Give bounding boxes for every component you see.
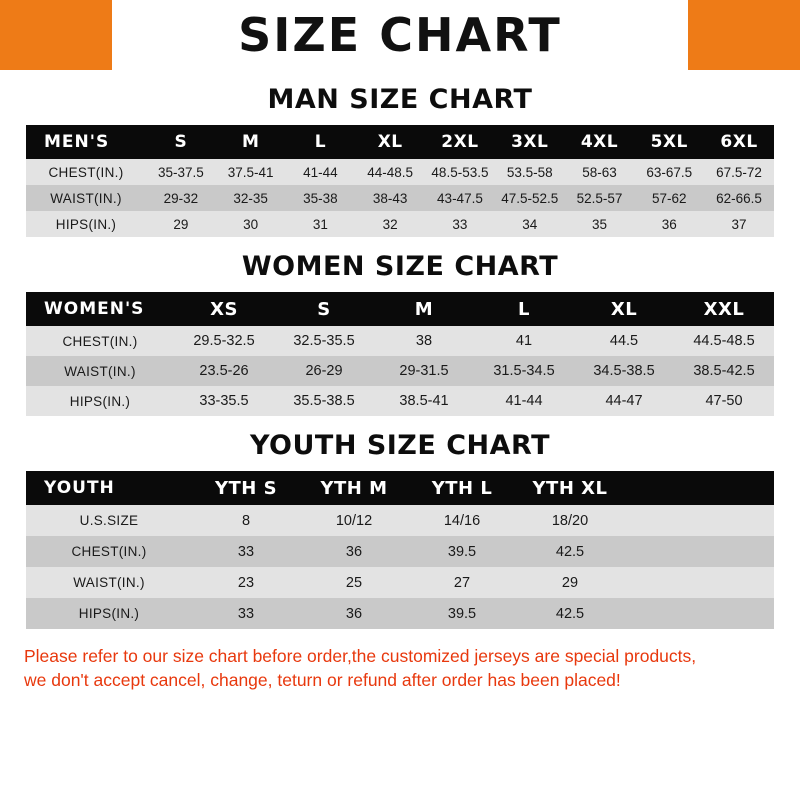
youth-size-xl: YTH XL (532, 477, 608, 499)
youth-row-spacer (624, 598, 774, 629)
men-hips-l: 31 (312, 216, 328, 232)
women-size-s: S (317, 298, 331, 320)
men-hips-4xl: 35 (591, 216, 607, 232)
men-chest-m: 37.5-41 (227, 164, 274, 180)
men-hips-6xl: 37 (731, 216, 747, 232)
chart-content (0, 70, 800, 692)
men-waist-4xl: 52.5-57 (576, 190, 623, 206)
men-size-5xl: 5XL (650, 132, 688, 152)
header-band-right (688, 0, 800, 70)
men-hips-2xl: 33 (452, 216, 468, 232)
section-youth (0, 430, 800, 629)
table-row (26, 326, 774, 356)
women-size-table (26, 292, 774, 416)
men-hips-3xl: 34 (522, 216, 538, 232)
youth-size-table (26, 471, 774, 629)
men-chest-4xl: 58-63 (582, 164, 617, 180)
table-row (26, 159, 774, 185)
women-size-xxl: XXL (703, 298, 745, 320)
women-hips-xs: 33-35.5 (199, 393, 249, 409)
table-row (26, 211, 774, 237)
women-chest-xl: 44.5 (609, 333, 639, 349)
youth-header-label: YOUTH (44, 478, 115, 498)
women-waist-m: 29-31.5 (399, 363, 449, 379)
men-hips-s: 29 (173, 216, 189, 232)
men-hips-xl: 32 (382, 216, 398, 232)
youth-hips-s: 33 (237, 605, 255, 622)
men-hips-5xl: 36 (661, 216, 677, 232)
table-row (26, 185, 774, 211)
youth-row-spacer (624, 505, 774, 536)
women-chest-l: 41 (515, 333, 533, 349)
women-hips-l: 41-44 (505, 393, 543, 409)
women-chest-m: 38 (415, 333, 433, 349)
table-row (26, 536, 774, 567)
women-chest-s: 32.5-35.5 (293, 333, 355, 349)
men-waist-xl: 38-43 (372, 190, 408, 206)
men-size-6xl: 6XL (720, 132, 758, 152)
youth-waist-s: 23 (237, 574, 255, 591)
table-row (26, 356, 774, 386)
women-waist-label: WAIST(IN.) (64, 363, 136, 379)
youth-waist-m: 25 (345, 574, 363, 591)
men-chest-6xl: 67.5-72 (716, 164, 762, 180)
header-band-left (0, 0, 112, 70)
footer-note-line-1: Please refer to our size chart before order,the customized jerseys are special products, (24, 646, 697, 666)
men-chest-label: CHEST(IN.) (48, 164, 124, 180)
women-hips-xl: 44-47 (605, 393, 643, 409)
table-header-row (26, 292, 774, 326)
youth-hips-xl: 42.5 (555, 605, 585, 622)
men-waist-label: WAIST(IN.) (50, 190, 122, 206)
men-chest-5xl: 63-67.5 (646, 164, 693, 180)
men-header-label: MEN'S (44, 132, 110, 152)
section-title-women: WOMEN SIZE CHART (241, 251, 559, 282)
section-title-men: MAN SIZE CHART (267, 84, 533, 115)
youth-size-l: YTH L (431, 477, 493, 499)
women-waist-xs: 23.5-26 (199, 363, 249, 379)
section-women (0, 251, 800, 416)
men-chest-s: 35-37.5 (157, 164, 204, 180)
men-waist-l: 35-38 (303, 190, 338, 206)
page-title: SIZE CHART (238, 8, 562, 62)
section-title-youth: YOUTH SIZE CHART (249, 430, 551, 461)
men-hips-label: HIPS(IN.) (55, 216, 117, 232)
youth-chest-l: 39.5 (447, 543, 477, 560)
youth-ussize-s: 8 (241, 512, 251, 529)
women-hips-s: 35.5-38.5 (293, 393, 355, 409)
table-row (26, 386, 774, 416)
men-size-s: S (174, 132, 188, 152)
men-chest-xl: 44-48.5 (367, 164, 414, 180)
youth-row-spacer (624, 536, 774, 567)
women-waist-xl: 34.5-38.5 (593, 363, 655, 379)
men-waist-2xl: 43-47.5 (437, 190, 483, 206)
header-title-container (112, 0, 688, 70)
men-size-xl: XL (377, 132, 403, 152)
women-waist-l: 31.5-34.5 (493, 363, 555, 379)
section-men (0, 84, 800, 237)
men-size-l: L (314, 132, 327, 152)
youth-header-spacer (624, 471, 774, 505)
header-band (0, 0, 800, 70)
men-waist-m: 32-35 (233, 190, 268, 206)
youth-chest-s: 33 (237, 543, 255, 560)
youth-hips-m: 36 (345, 605, 363, 622)
men-hips-m: 30 (243, 216, 259, 232)
men-size-3xl: 3XL (511, 132, 549, 152)
women-waist-xxl: 38.5-42.5 (693, 363, 755, 379)
youth-ussize-label: U.S.SIZE (79, 513, 139, 528)
youth-chest-label: CHEST(IN.) (71, 544, 147, 559)
men-size-4xl: 4XL (580, 132, 619, 152)
men-size-2xl: 2XL (441, 132, 479, 152)
youth-chest-xl: 42.5 (555, 543, 585, 560)
youth-ussize-xl: 18/20 (551, 512, 589, 529)
women-chest-xxl: 44.5-48.5 (693, 333, 755, 349)
men-waist-5xl: 57-62 (651, 190, 687, 206)
women-waist-s: 26-29 (305, 363, 343, 379)
men-size-table (26, 125, 774, 237)
men-chest-l: 41-44 (303, 164, 338, 180)
table-header-row (26, 471, 774, 505)
women-size-xs: XS (210, 298, 238, 320)
men-size-m: M (241, 132, 260, 152)
men-chest-2xl: 48.5-53.5 (431, 164, 489, 180)
men-waist-3xl: 47.5-52.5 (501, 190, 559, 206)
women-size-l: L (518, 298, 530, 320)
women-size-m: M (414, 298, 434, 320)
table-row (26, 598, 774, 629)
youth-hips-label: HIPS(IN.) (78, 606, 140, 621)
youth-size-s: YTH S (214, 477, 278, 499)
youth-size-m: YTH M (320, 477, 388, 499)
youth-ussize-m: 10/12 (335, 512, 373, 529)
men-waist-s: 29-32 (163, 190, 199, 206)
table-header-row (26, 125, 774, 159)
table-row (26, 567, 774, 598)
youth-waist-label: WAIST(IN.) (73, 575, 145, 590)
youth-ussize-l: 14/16 (443, 512, 481, 529)
youth-hips-l: 39.5 (447, 605, 477, 622)
women-hips-label: HIPS(IN.) (69, 393, 131, 409)
youth-waist-xl: 29 (561, 574, 579, 591)
women-chest-label: CHEST(IN.) (62, 333, 138, 349)
footer-note (24, 645, 776, 692)
women-size-xl: XL (610, 298, 638, 320)
men-chest-3xl: 53.5-58 (506, 164, 553, 180)
women-header-label: WOMEN'S (44, 299, 145, 319)
men-waist-6xl: 62-66.5 (716, 190, 762, 206)
youth-row-spacer (624, 567, 774, 598)
women-chest-xs: 29.5-32.5 (193, 333, 255, 349)
youth-waist-l: 27 (453, 574, 471, 591)
women-hips-xxl: 47-50 (705, 393, 743, 409)
women-hips-m: 38.5-41 (399, 393, 449, 409)
youth-chest-m: 36 (345, 543, 363, 560)
table-row (26, 505, 774, 536)
footer-note-line-2: we don't accept cancel, change, teturn or refund after order has been placed! (24, 669, 621, 690)
